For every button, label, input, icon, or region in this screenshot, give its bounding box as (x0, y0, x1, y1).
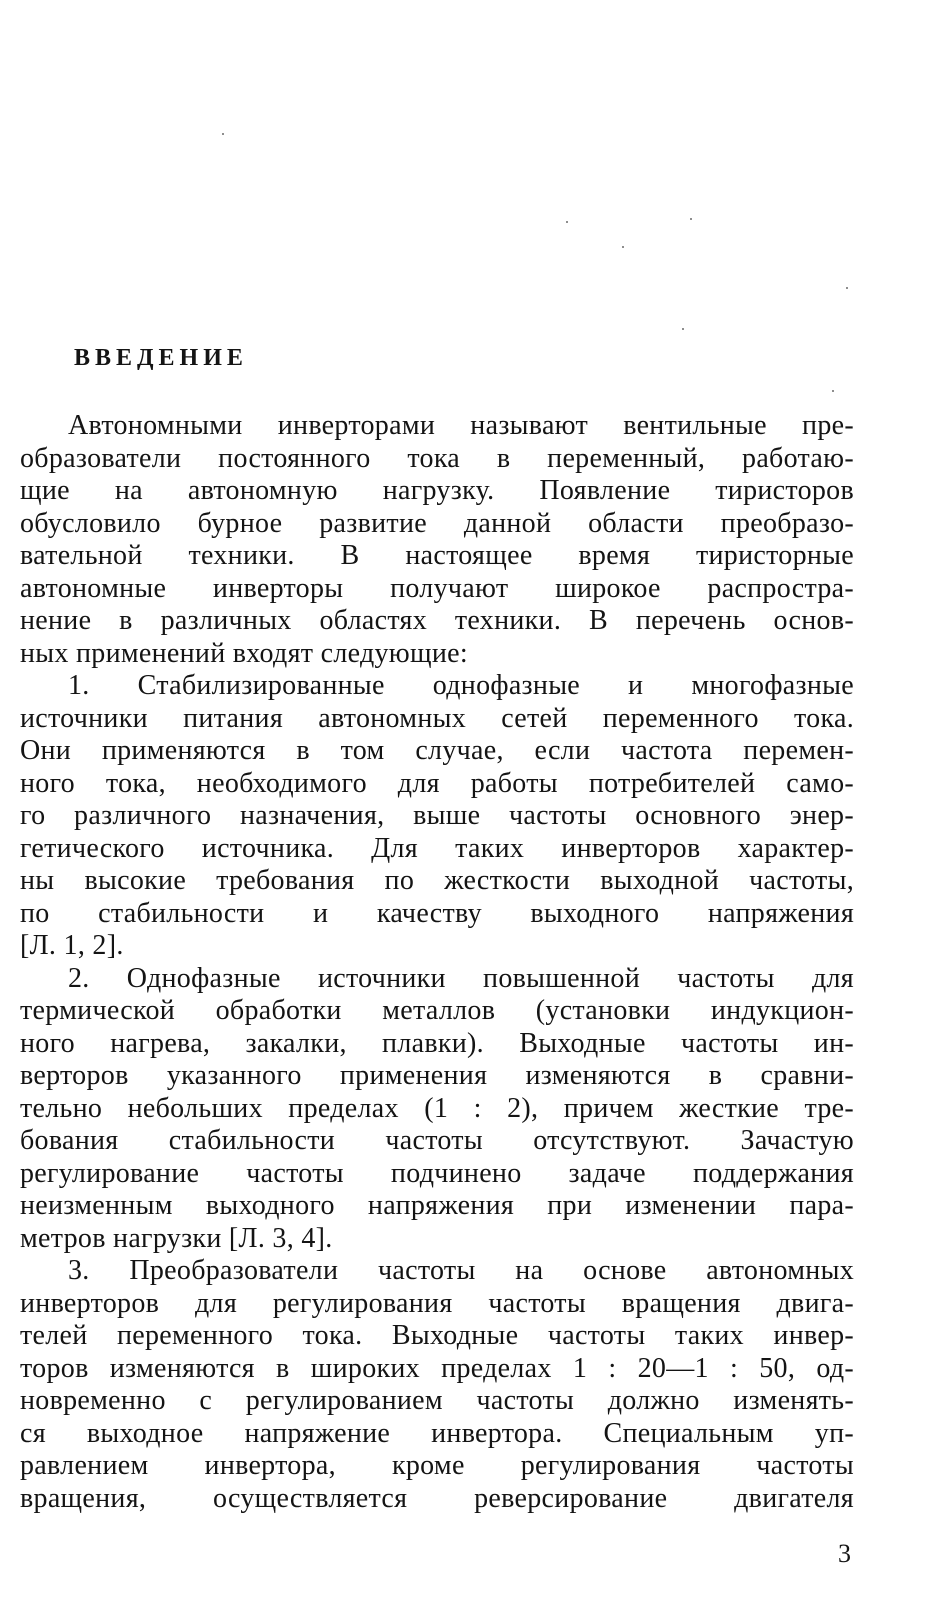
body-text (20, 410, 854, 1515)
text-line: [Л. 1, 2]. (20, 930, 124, 961)
section-heading: ВВЕДЕНИЕ (74, 345, 248, 371)
text-line: 1. Стабилизированные однофазные и многофазные (68, 670, 854, 701)
text-line: регулирование частоты подчинено задаче поддержания (20, 1157, 854, 1189)
text-line: го различного назначения, выше частоты основного энер- (20, 800, 854, 831)
text-line: образователи постоянного тока в переменный, работаю- (20, 442, 854, 474)
text-line: нение в различных областях техники. В перечень основ- (20, 605, 854, 636)
scan-speck (846, 287, 848, 289)
text-line: Автономными инверторами называют вентильные пре- (68, 410, 854, 441)
text-line: бования стабильности частоты отсутствуют. Зачастую (20, 1125, 854, 1156)
text-line: автономные инверторы получают широкое распростра- (20, 572, 854, 604)
scan-speck (566, 221, 568, 223)
text-line: гетического источника. Для таких инверторов характер- (20, 832, 854, 864)
text-line: тельно небольших пределах (1 : 2), причем жесткие тре- (20, 1092, 854, 1124)
text-line: 2. Однофазные источники повышенной частоты для (68, 962, 854, 994)
text-line: торов изменяются в широких пределах 1 : 20—1 : 50, од- (20, 1352, 854, 1384)
text-line: ного нагрева, закалки, плавки). Выходные частоты ин- (20, 1027, 854, 1059)
text-line: равлением инвертора, кроме регулирования частоты (20, 1450, 854, 1481)
text-line: обусловило бурное развитие данной области преобразо- (20, 507, 854, 539)
text-line: новременно с регулированием частоты должно изменять- (20, 1385, 854, 1416)
text-line: неизменным выходного напряжения при изменении пара- (20, 1190, 854, 1221)
text-line: метров нагрузки [Л. 3, 4]. (20, 1222, 333, 1254)
scan-speck (690, 218, 692, 220)
scan-speck (222, 133, 224, 135)
scan-speck (832, 390, 834, 392)
text-line: ся выходное напряжение инвертора. Специальным уп- (20, 1417, 854, 1449)
scan-speck (622, 246, 624, 248)
scan-speck (682, 328, 684, 330)
text-line: 3. Преобразователи частоты на основе автономных (68, 1255, 854, 1286)
text-line: вращения, осуществляется реверсирование двигателя (20, 1482, 854, 1514)
text-line: телей переменного тока. Выходные частоты таких инвер- (20, 1320, 854, 1351)
text-line: ных применений входят следующие: (20, 637, 468, 669)
text-line: ны высокие требования по жесткости выходной частоты, (20, 865, 854, 896)
text-line: источники питания автономных сетей переменного тока. (20, 702, 854, 734)
text-line: инверторов для регулирования частоты вращения двига- (20, 1287, 854, 1319)
text-line: щие на автономную нагрузку. Появление тиристоров (20, 475, 854, 506)
text-line: ного тока, необходимого для работы потребителей само- (20, 767, 854, 799)
text-line: Они применяются в том случае, если частота перемен- (20, 735, 854, 766)
page-number: 3 (838, 1539, 851, 1568)
text-line: по стабильности и качеству выходного напряжения (20, 897, 854, 929)
text-line: верторов указанного применения изменяются в сравни- (20, 1060, 854, 1091)
text-line: вательной техники. В настоящее время тиристорные (20, 540, 854, 571)
text-line: термической обработки металлов (установки индукцион- (20, 995, 854, 1026)
